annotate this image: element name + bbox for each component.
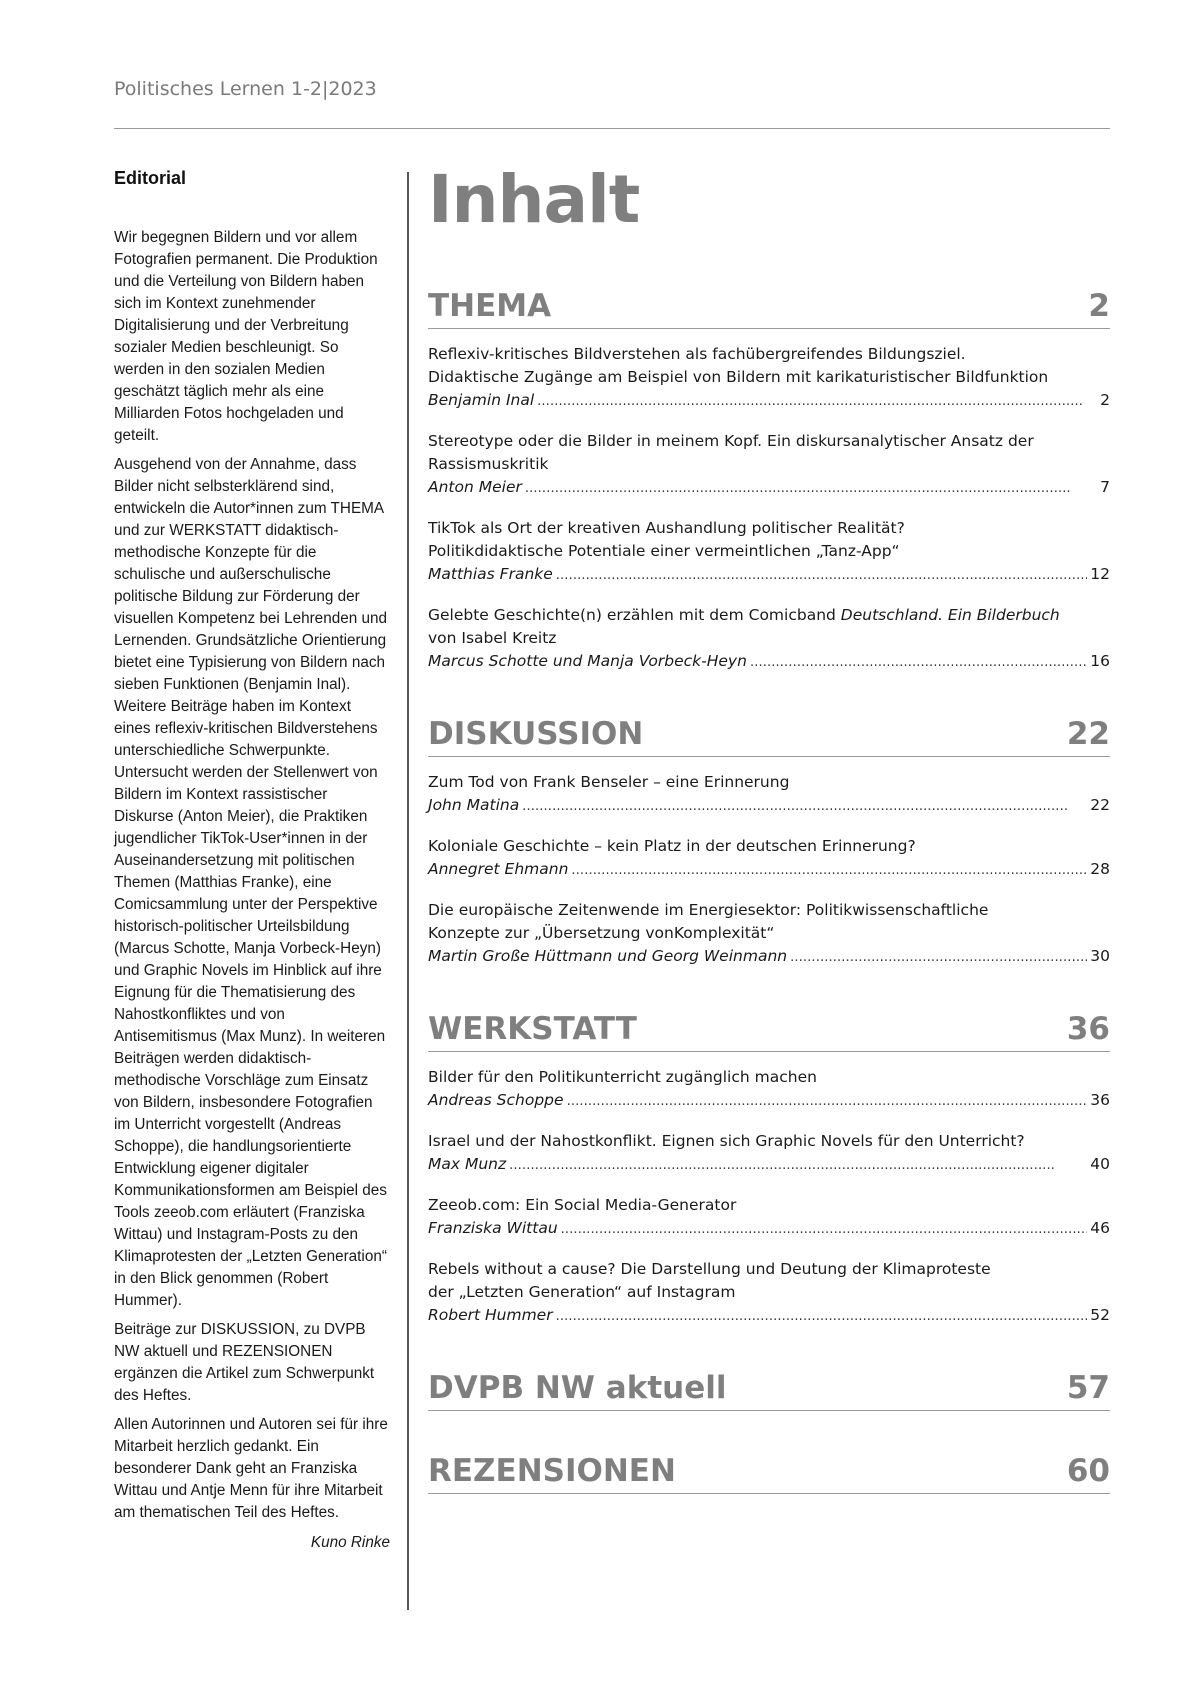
contents-title: Inhalt	[428, 161, 640, 238]
section-label: THEMA	[428, 288, 552, 324]
leader-dots	[567, 1089, 1088, 1113]
header-divider	[114, 128, 1110, 129]
entry-author: Annegret Ehmann	[428, 860, 569, 878]
editorial-paragraph: Allen Autorinnen und Autoren sei für ihre Mitarbeit herzlich gedankt. Ein besonderer Dank geht an Franziska Wittau und Antje Menn für ihre Mitarbeit am thematischen Teil des Heftes.	[114, 1416, 388, 1521]
entry-title: Politikdidaktische Potentiale einer vermeintlichen „Tanz-App“	[428, 542, 900, 560]
section-page: 57	[1066, 1370, 1110, 1406]
section-label: DISKUSSION	[428, 716, 644, 752]
entry-page: 16	[1090, 652, 1110, 670]
entry-author: Matthias Franke	[428, 565, 553, 583]
leader-dots	[571, 858, 1087, 882]
entry-author: Max Munz	[428, 1155, 507, 1173]
toc-entry[interactable]	[428, 1194, 1110, 1241]
editorial-signature: Kuno Rinke	[310, 1534, 390, 1551]
entry-title: Koloniale Geschichte – kein Platz in der deutschen Erinnerung?	[428, 837, 916, 855]
toc-entry[interactable]	[428, 771, 1110, 818]
entry-author: Anton Meier	[428, 478, 522, 496]
leader-dots	[522, 794, 1087, 818]
entry-title: von Isabel Kreitz	[428, 629, 557, 647]
contents-column	[428, 160, 1110, 1534]
entry-page: 30	[1090, 947, 1110, 965]
section-rezensionen[interactable]	[428, 1451, 1110, 1494]
entry-title: Stereotype oder die Bilder in meinem Kopf. Ein diskursanalytischer Ansatz der	[428, 432, 1034, 450]
leader-dots	[556, 563, 1087, 587]
entry-title-book: Deutschland. Ein Bilderbuch	[840, 606, 1060, 624]
entry-page: 22	[1090, 796, 1110, 814]
entry-page: 52	[1090, 1306, 1110, 1324]
leader-dots	[750, 650, 1087, 674]
section-heading	[428, 1368, 1110, 1411]
section-label: WERKSTATT	[428, 1011, 637, 1047]
section-label: REZENSIONEN	[428, 1453, 676, 1489]
section-diskussion	[428, 714, 1110, 969]
section-page: 2	[1088, 288, 1110, 324]
leader-dots	[537, 389, 1097, 413]
entry-title	[428, 604, 1110, 627]
toc-entry[interactable]	[428, 1130, 1110, 1177]
section-heading	[428, 286, 1110, 329]
toc-entry[interactable]	[428, 1066, 1110, 1113]
entry-page: 40	[1090, 1155, 1110, 1173]
entry-page: 2	[1100, 391, 1110, 409]
editorial-heading: Editorial	[114, 168, 187, 188]
running-head: Politisches Lernen 1-2|2023	[114, 78, 377, 100]
section-page: 60	[1066, 1453, 1110, 1489]
entry-title: TikTok als Ort der kreativen Aushandlung politischer Realität?	[428, 519, 905, 537]
entry-title: Zeeob.com: Ein Social Media-Generator	[428, 1196, 737, 1214]
section-dvpb[interactable]	[428, 1368, 1110, 1411]
section-werkstatt	[428, 1009, 1110, 1328]
column-divider	[407, 172, 409, 1610]
editorial-paragraph: Wir begegnen Bildern und vor allem Fotografien permanent. Die Produktion und die Verteilung von Bildern haben sich im Kontext zunehmender Digitalisierung und der Verbreitung sozialer Medien beschleunigt. So werden in den sozialen Medien geschätzt täglich mehr als eine Milliarden Fotos hochgeladen und geteilt.	[114, 229, 378, 444]
entry-title: Zum Tod von Frank Benseler – eine Erinnerung	[428, 773, 790, 791]
entry-page: 12	[1090, 565, 1110, 583]
entry-page: 7	[1100, 478, 1110, 496]
entry-author: Marcus Schotte und Manja Vorbeck-Heyn	[428, 652, 747, 670]
entry-title: Reflexiv-kritisches Bildverstehen als fachübergreifendes Bildungsziel.	[428, 345, 966, 363]
toc-entry[interactable]	[428, 430, 1110, 500]
entry-page: 28	[1090, 860, 1110, 878]
entry-author: Andreas Schoppe	[428, 1091, 564, 1109]
editorial-paragraph: Ausgehend von der Annahme, dass Bilder nicht selbsterklärend sind, entwickeln die Autor*innen zum THEMA und zur WERKSTATT didaktisch-methodische Konzepte für die schulische und außerschulische politische Bildung zur Förderung der visuellen Kompetenz bei Lehrenden und Lernenden. Grundsätzliche Orientierung bietet eine Typisierung von Bildern nach sieben Funktionen (Benjamin Inal). Weitere Beiträge haben im Kontext eines reflexiv-kritischen Bildverstehens unterschiedliche Schwerpunkte. Untersucht werden der Stellenwert von Bildern im Kontext rassistischer Diskurse (Anton Meier), die Praktiken jugendlicher TikTok-User*innen in der Auseinandersetzung mit politischen Themen (Matthias Franke), eine Comicsammlung unter der Perspektive historisch-politischer Urteilsbildung (Marcus Schotte, Manja Vorbeck-Heyn) und Graphic Novels im Hinblick auf ihre Eignung für die Thematisierung des Nahostkonfliktes und von Antisemitismus (Max Munz). In weiteren Beiträgen werden didaktisch-methodische Vorschläge zum Einsatz von Bildern, insbesondere Fotografien im Unterricht vorgestellt (Andreas Schoppe), die handlungsorientierte Entwicklung eigener digitaler Kommunikationsformen am Beispiel des Tools zeeob.com erläutert (Franziska Wittau) und Instagram-Posts zu den Klimaprotesten der „Letzten Generation“ in den Blick genommen (Robert Hummer).	[114, 456, 387, 1309]
section-heading	[428, 1009, 1110, 1052]
toc-entry[interactable]	[428, 1258, 1110, 1328]
section-page: 22	[1066, 716, 1110, 752]
entry-page: 36	[1090, 1091, 1110, 1109]
toc-entry[interactable]	[428, 604, 1110, 674]
leader-dots	[790, 945, 1087, 969]
toc-entry[interactable]	[428, 899, 1110, 969]
entry-title: Konzepte zur „Übersetzung vonKomplexität“	[428, 924, 775, 942]
toc-entry[interactable]	[428, 517, 1110, 587]
entry-title: Didaktische Zugänge am Beispiel von Bildern mit karikaturistischer Bildfunktion	[428, 368, 1049, 386]
section-heading	[428, 1451, 1110, 1494]
leader-dots	[561, 1217, 1088, 1241]
entry-page: 46	[1090, 1219, 1110, 1237]
entry-title: Bilder für den Politikunterricht zugänglich machen	[428, 1068, 817, 1086]
entry-author: Robert Hummer	[428, 1306, 553, 1324]
section-heading	[428, 714, 1110, 757]
editorial-column	[114, 168, 390, 1561]
entry-title: Die europäische Zeitenwende im Energiesektor: Politikwissenschaftliche	[428, 901, 989, 919]
section-page: 36	[1066, 1011, 1110, 1047]
toc-entry[interactable]	[428, 343, 1110, 413]
entry-title-part: Gelebte Geschichte(n) erzählen mit dem Comicband	[428, 606, 841, 624]
toc-entry[interactable]	[428, 835, 1110, 882]
leader-dots	[556, 1304, 1088, 1328]
entry-author: John Matina	[428, 796, 520, 814]
entry-title: der „Letzten Generation“ auf Instagram	[428, 1283, 736, 1301]
entry-author: Martin Große Hüttmann und Georg Weinmann	[428, 947, 788, 965]
section-label: DVPB NW aktuell	[428, 1370, 727, 1406]
entry-author: Benjamin Inal	[428, 391, 535, 409]
leader-dots	[509, 1153, 1087, 1177]
entry-title: Rassismuskritik	[428, 455, 549, 473]
editorial-paragraph: Beiträge zur DISKUSSION, zu DVPB NW aktuell und REZENSIONEN ergänzen die Artikel zum Schwerpunkt des Heftes.	[114, 1321, 375, 1404]
entry-title: Israel und der Nahostkonflikt. Eignen sich Graphic Novels für den Unterricht?	[428, 1132, 1025, 1150]
leader-dots	[525, 476, 1097, 500]
section-thema	[428, 286, 1110, 674]
entry-author: Franziska Wittau	[428, 1219, 558, 1237]
entry-title: Rebels without a cause? Die Darstellung und Deutung der Klimaproteste	[428, 1260, 991, 1278]
